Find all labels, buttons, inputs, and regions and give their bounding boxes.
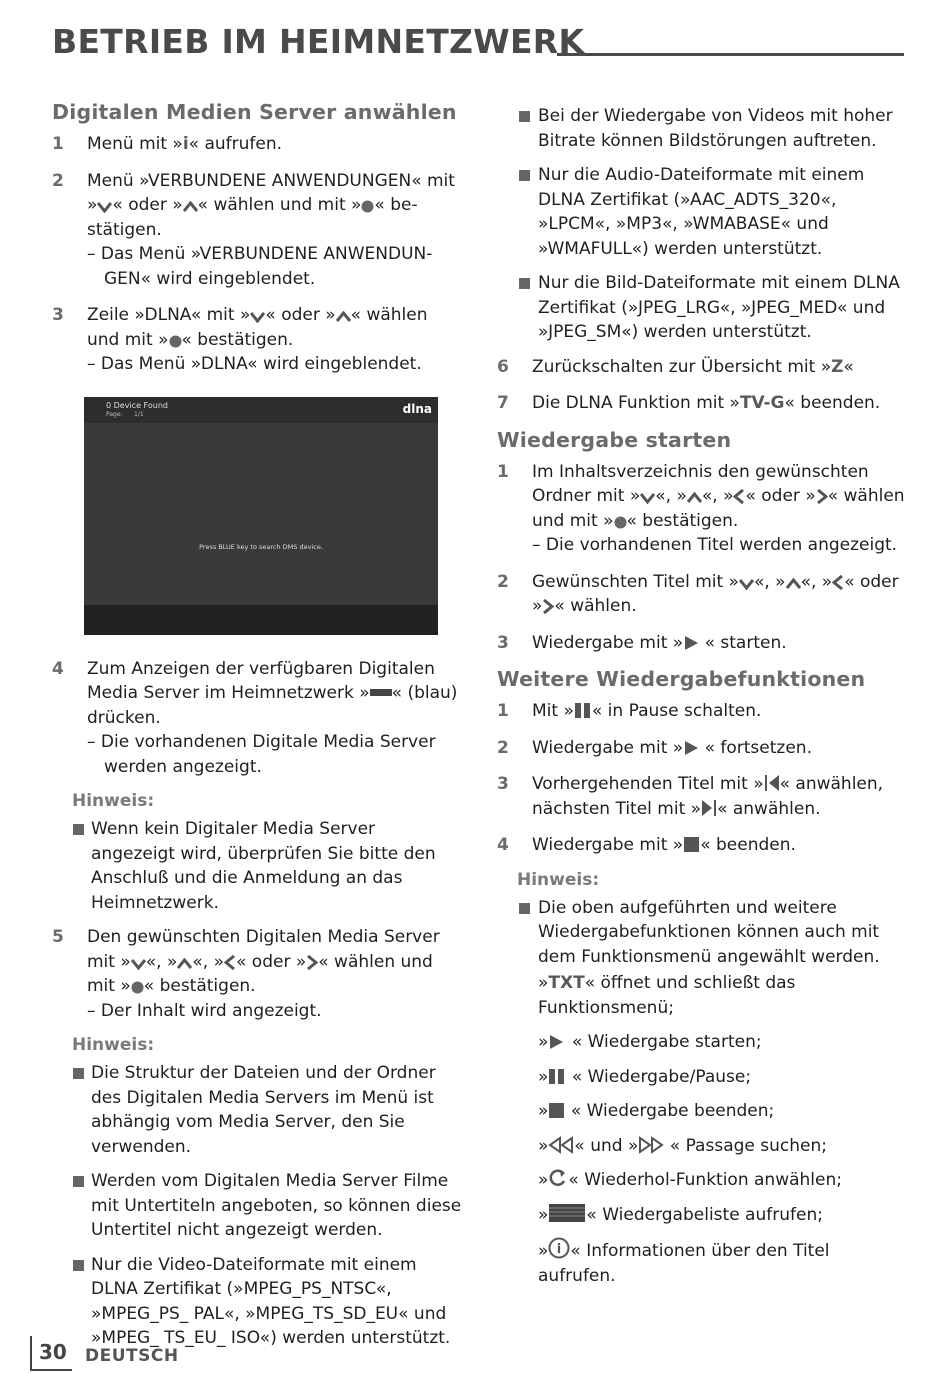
step-number: 2	[497, 571, 509, 592]
left-arrow-icon	[224, 955, 236, 970]
step-number: 2	[497, 737, 509, 758]
step-number: 3	[52, 305, 64, 325]
page-number: 30	[39, 1340, 67, 1364]
right-column	[497, 104, 905, 1298]
hint-label: Hinweis:	[72, 791, 155, 811]
bullet-text: Nur die Audio-Dateiformate mit einem DLNA Zertifikat (»AAC_ADTS_320«, »LPCM«, »MP3«, »WMABASE« und »WMAFULL«) werden unterstützt.	[538, 165, 865, 259]
step-7	[497, 391, 905, 416]
step-text: «, »	[701, 486, 734, 506]
step-text: « wählen und mit »	[87, 951, 433, 996]
step-text: « oder »	[265, 305, 336, 325]
step-text: « bestätigen.	[143, 976, 256, 996]
bullet-note	[52, 817, 462, 915]
txt-text: »	[538, 973, 549, 993]
bullet-text: Die oben aufgeführten und weitere Wiedergabefunktionen können auch mit dem Funktionsmenü angewählt werden.	[538, 897, 880, 967]
function-item-seek: » « und » « Passage suchen;	[538, 1135, 827, 1156]
step-text: « oder »	[112, 195, 183, 215]
bullet-text: Werden vom Digitalen Media Server Filme mit Untertiteln angeboten, so können diese Untertitel nicht angezeigt werden.	[91, 1171, 462, 1240]
function-item-text: « Informationen über den Titel aufrufen.	[538, 1241, 830, 1286]
svg-text:i: i	[557, 1242, 562, 1257]
step-2	[52, 169, 462, 292]
dlna-logo-text: dlna	[402, 401, 432, 416]
step-text: Zurückschalten zur Übersicht mit »	[532, 356, 832, 377]
right-arrow-icon	[816, 489, 828, 504]
function-step-4	[497, 833, 905, 858]
step-number: 1	[497, 701, 509, 721]
down-arrow-icon	[131, 958, 146, 970]
page-value: 1/1	[134, 410, 144, 418]
pause-icon	[574, 702, 592, 719]
function-item-text: « Wiedergabe/Pause;	[571, 1066, 752, 1087]
right-arrow-icon	[542, 599, 554, 614]
section-heading-more-functions: Weitere Wiedergabefunktionen	[497, 667, 866, 691]
rewind-icon	[548, 1136, 574, 1154]
step-4	[52, 657, 462, 780]
step-text: «, »	[145, 951, 178, 972]
step-text: Im Inhaltsverzeichnis den gewünschten Ordner mit »	[532, 461, 869, 506]
bullet-note	[497, 271, 905, 345]
key-i: i	[182, 134, 189, 154]
bullet-text: Wenn kein Digitaler Media Server angezeigt wird, überprüfen Sie bitte den Anschluß und die Anmeldung an das Heimnetzwerk.	[91, 819, 436, 913]
up-arrow-icon	[786, 578, 801, 590]
key-txt: TXT	[548, 973, 585, 993]
step-text: «, »	[753, 571, 786, 592]
bullet-square-icon	[73, 1260, 84, 1271]
bullet-note	[52, 1253, 462, 1351]
step-number: 4	[497, 835, 509, 855]
function-step-1	[497, 699, 905, 724]
play-icon	[683, 635, 699, 651]
dlna-screen-image	[84, 397, 438, 635]
function-item-pause: » « Wiedergabe/Pause;	[538, 1066, 752, 1087]
bullet-square-icon	[73, 824, 84, 835]
bullet-square-icon	[73, 1068, 84, 1079]
step-text: Den gewünschten Digitalen Media Server mit »	[87, 927, 440, 972]
left-arrow-icon	[733, 489, 745, 504]
step-text: « oder »	[532, 571, 899, 616]
stop-icon	[683, 836, 700, 853]
step-text: Zum Anzeigen der verfügbaren Digitalen Media Server im Heimnetzwerk »	[87, 658, 435, 703]
function-step-3	[497, 772, 905, 821]
step-text: « aufrufen.	[188, 134, 283, 154]
pause-icon	[548, 1068, 566, 1085]
section-heading-playback: Wiedergabe starten	[497, 427, 732, 452]
bullet-note	[497, 163, 905, 261]
ok-dot-icon	[361, 200, 374, 213]
step-text: « wählen und mit »	[87, 305, 428, 350]
step-number: 7	[497, 393, 509, 413]
function-item-text: « Wiedergabe beenden;	[570, 1101, 775, 1121]
step-text: « in Pause schalten.	[591, 701, 762, 721]
step-text: Gewünschten Titel mit »	[532, 571, 739, 592]
step-result: – Das Menü »DLNA« wird eingeblendet.	[87, 354, 422, 374]
step-number: 5	[52, 927, 64, 947]
stop-icon	[548, 1102, 565, 1119]
repeat-icon	[548, 1168, 568, 1188]
bullet-note	[497, 104, 905, 153]
playlist-icon	[548, 1203, 586, 1223]
footer-bar	[30, 1336, 32, 1370]
function-item-text: « Passage suchen;	[669, 1135, 827, 1156]
step-result: – Der Inhalt wird angezeigt.	[87, 1000, 322, 1021]
bullet-square-icon	[519, 111, 530, 122]
hint-label: Hinweis:	[517, 869, 600, 890]
step-text: Menü mit »	[87, 134, 183, 154]
playback-step-3	[497, 631, 905, 656]
step-1	[52, 132, 462, 157]
right-arrow-icon	[306, 955, 318, 970]
bullet-note	[52, 1061, 462, 1159]
key-z: Z	[831, 356, 844, 377]
bullet-text: Die Struktur der Dateien und der Ordner des Digitalen Media Servers im Menü ist abhängig vom Media Server, den Sie verwenden.	[91, 1063, 436, 1157]
step-text: «, »	[800, 571, 833, 592]
function-step-2	[497, 736, 905, 761]
header-rule	[557, 53, 904, 56]
step-number: 1	[52, 134, 64, 154]
footer-line	[30, 1369, 72, 1371]
step-text: « bestätigen.	[626, 510, 739, 531]
dlna-logo	[403, 402, 432, 416]
down-arrow-icon	[250, 311, 265, 323]
step-text: Wiedergabe mit »	[532, 632, 684, 653]
step-text: Die DLNA Funktion mit »	[532, 393, 740, 413]
step-text: Mit »	[532, 701, 574, 721]
step-text: « (blau) drücken.	[87, 683, 458, 728]
page-header	[52, 22, 904, 62]
bullet-note	[52, 1169, 462, 1243]
step-text: « bestätigen.	[87, 195, 418, 240]
screen-message: Press BLUE key to search DMS device.	[199, 542, 323, 551]
bullet-text: Nur die Bild-Dateiformate mit einem DLNA Zertifikat (»JPEG_LRG«, »JPEG_MED« und »JPEG_SM«) werden unterstützt.	[538, 273, 900, 342]
function-item-info: » i « Informationen über den Titel aufrufen.	[497, 1237, 905, 1288]
step-text: « wählen.	[554, 596, 637, 616]
language-label: DEUTSCH	[85, 1346, 179, 1366]
page-indicator	[106, 411, 144, 418]
step-text: « wählen und mit »	[532, 486, 905, 531]
function-item-playlist: » « Wiedergabeliste aufrufen;	[538, 1204, 823, 1225]
function-item-repeat: » « Wiederhol-Funktion anwählen;	[538, 1170, 842, 1190]
up-arrow-icon	[687, 492, 702, 504]
blue-key-icon	[370, 689, 392, 697]
step-number: 6	[497, 356, 509, 377]
bullet-square-icon	[519, 278, 530, 289]
step-3	[52, 303, 462, 377]
page-title: BETRIEB IM HEIMNETZWERK	[52, 22, 585, 61]
step-text: « oder »	[745, 486, 816, 506]
function-item-text: « und »	[574, 1135, 639, 1156]
step-text: «	[843, 356, 854, 377]
device-count: 0 Device Found	[106, 400, 168, 410]
step-text: « oder »	[235, 951, 307, 972]
step-text: « beenden.	[700, 835, 796, 855]
step-text: Wiedergabe mit »	[532, 835, 684, 855]
function-item-text: « Wiederhol-Funktion anwählen;	[568, 1170, 842, 1190]
screen-bottombar	[84, 605, 438, 635]
play-icon	[683, 740, 699, 756]
function-item-text: « Wiedergabeliste aufrufen;	[586, 1204, 823, 1225]
step-text: Menü »VERBUNDENE ANWENDUNGEN« mit »	[87, 170, 455, 215]
txt-text: « öffnet und schließt das Funktionsmenü;	[538, 973, 796, 1018]
function-item-stop: » « Wiedergabe beenden;	[538, 1101, 775, 1121]
step-text: « anwählen.	[717, 798, 821, 819]
step-text: « bestätigen.	[181, 329, 294, 350]
function-item-play: » « Wiedergabe starten;	[538, 1032, 762, 1052]
ok-dot-icon	[131, 981, 144, 994]
down-arrow-icon	[97, 201, 112, 213]
step-text: « starten.	[699, 632, 787, 653]
step-text: « beenden.	[784, 393, 881, 413]
step-text: « anwählen, nächsten Titel mit »	[532, 774, 884, 819]
up-arrow-icon	[336, 311, 351, 323]
step-5	[52, 925, 462, 1023]
step-text: Wiedergabe mit »	[532, 737, 684, 758]
step-result: – Das Menü »VERBUNDENE ANWENDUNGEN« wird eingeblendet.	[87, 244, 433, 289]
step-text: «, »	[655, 486, 687, 506]
left-column	[52, 100, 462, 1361]
bullet-text: Bei der Wiedergabe von Videos mit hoher Bitrate können Bildstörungen auftreten.	[538, 106, 893, 151]
step-result: – Die vorhandenen Digitale Media Server werden angezeigt.	[87, 732, 436, 777]
bullet-note	[497, 896, 905, 970]
key-tv-g: TV-G	[739, 393, 785, 413]
left-arrow-icon	[832, 575, 844, 590]
down-arrow-icon	[739, 578, 754, 590]
step-number: 4	[52, 658, 64, 679]
step-number: 3	[497, 774, 509, 794]
step-number: 1	[497, 461, 509, 482]
section-heading-select-server: Digitalen Medien Server anwählen	[52, 100, 457, 124]
down-arrow-icon	[640, 492, 655, 504]
step-text: Zeile »DLNA« mit »	[87, 305, 251, 325]
bullet-text: Nur die Video-Dateiformate mit einem DLNA Zertifikat (»MPEG_PS_NTSC«, »MPEG_PS_ PAL«, »MPEG_TS_SD_EU« und »MPEG_ TS_EU_ ISO«) werden unterstützt.	[91, 1254, 451, 1348]
step-number: 2	[52, 170, 64, 191]
bullet-square-icon	[73, 1176, 84, 1187]
page-label: Page:	[106, 410, 123, 418]
playback-step-1	[497, 460, 905, 558]
step-result: – Die vorhandenen Titel werden angezeigt.	[532, 535, 898, 555]
step-text: « fortsetzen.	[699, 737, 812, 758]
ok-dot-icon	[614, 516, 627, 529]
step-text: « wählen und mit »	[197, 195, 362, 215]
skip-back-icon	[764, 774, 780, 792]
playback-step-2	[497, 570, 905, 619]
step-6	[497, 355, 905, 380]
up-arrow-icon	[177, 958, 192, 970]
hint-label: Hinweis:	[72, 1035, 155, 1055]
info-icon	[548, 1237, 570, 1259]
step-text: Vorhergehenden Titel mit »	[532, 774, 764, 794]
fast-forward-icon	[638, 1136, 664, 1154]
play-icon	[548, 1034, 566, 1050]
step-text: «, »	[192, 951, 224, 972]
bullet-square-icon	[519, 170, 530, 181]
bullet-square-icon	[519, 903, 530, 914]
step-number: 3	[497, 632, 509, 653]
ok-dot-icon	[169, 335, 182, 348]
up-arrow-icon	[183, 201, 198, 213]
skip-forward-icon	[701, 799, 717, 817]
function-item-text: « Wiedergabe starten;	[571, 1032, 762, 1052]
txt-note	[497, 971, 905, 1020]
